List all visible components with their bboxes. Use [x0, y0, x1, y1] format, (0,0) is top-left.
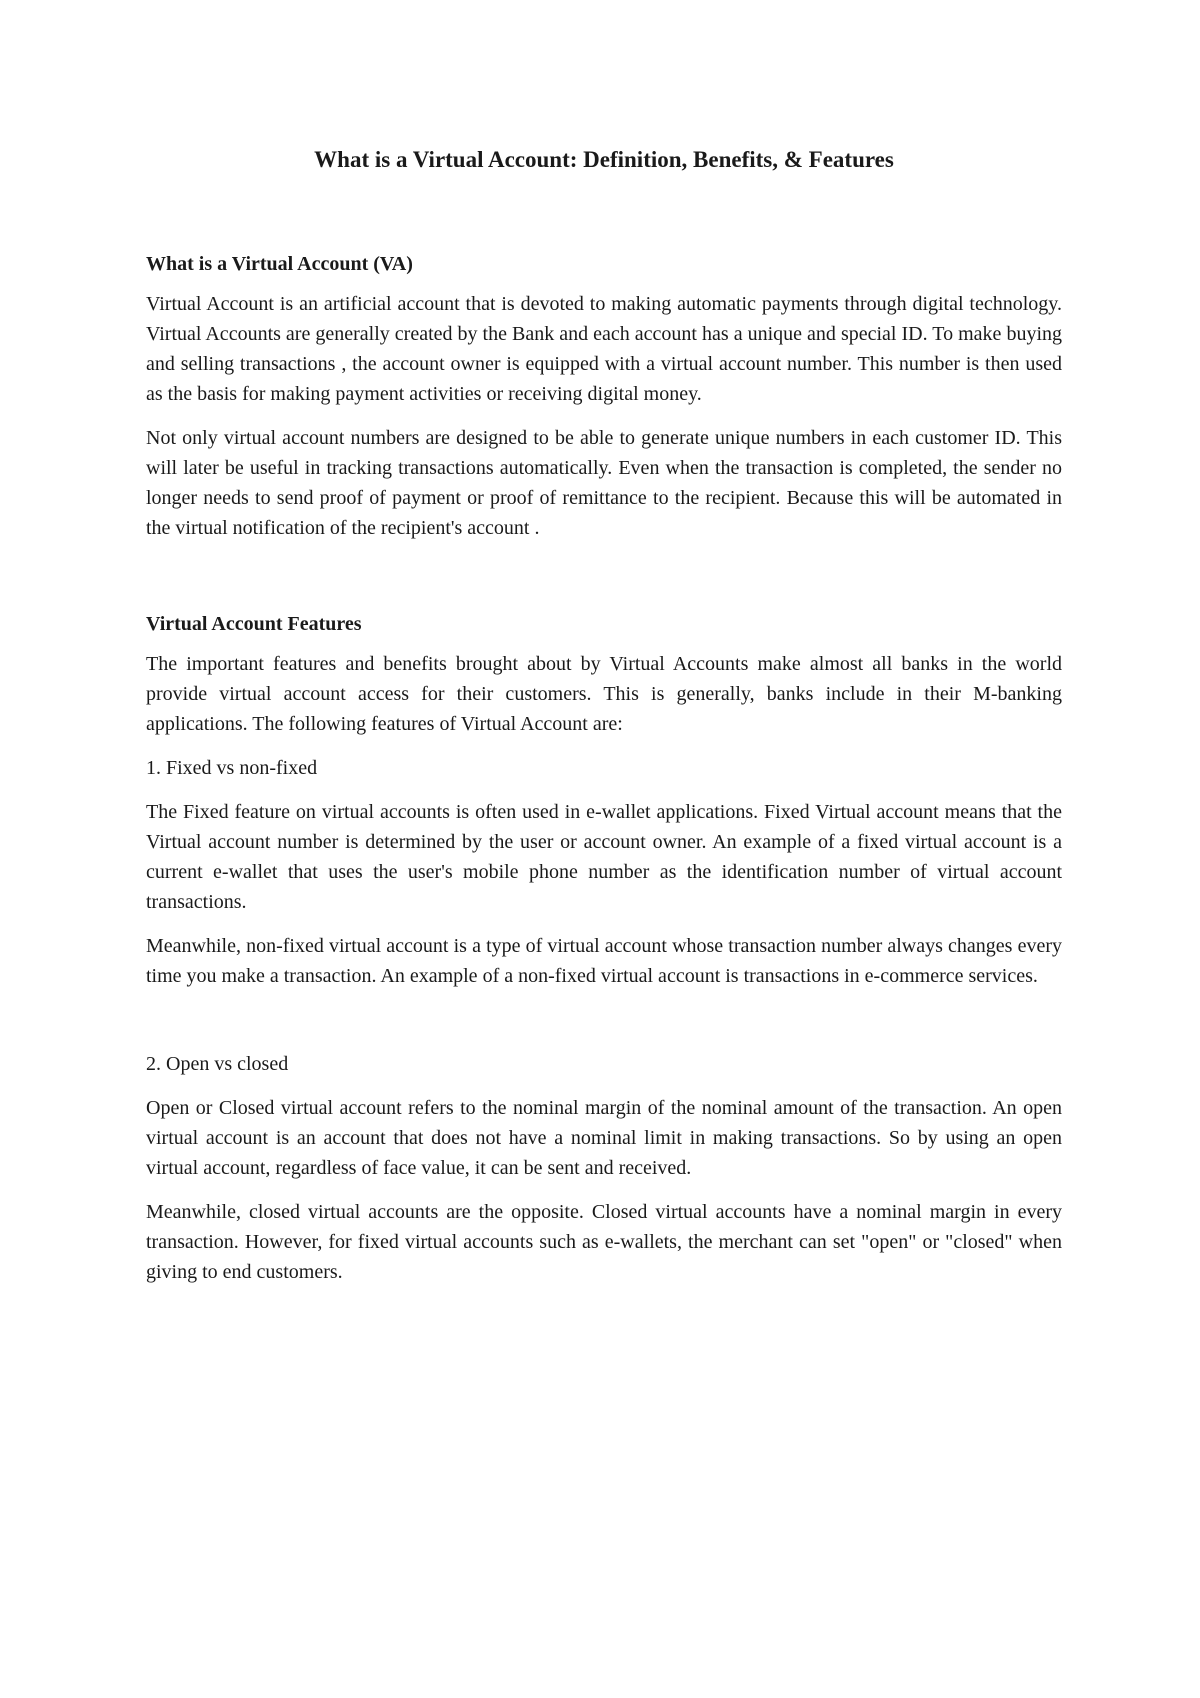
section-heading-features: Virtual Account Features	[146, 612, 362, 635]
paragraph: The important features and benefits brought about by Virtual Accounts make almost all banks in the world provide virtual account access for their customers. This is generally, banks include in their M-banking applications. The following features of Virtual Account are:	[146, 652, 1062, 735]
paragraph: Not only virtual account numbers are designed to be able to generate unique numbers in each customer ID. This will later be useful in tracking transactions automatically. Even when the transaction is completed, the sender no longer needs to send proof of payment or proof of remittance to the recipient. Because this will be automated in the virtual notification of the recipient's account .	[146, 426, 1062, 539]
document-body	[146, 146, 1062, 1301]
paragraph: Virtual Account is an artificial account that is devoted to making automatic payments through digital technology. Virtual Accounts are generally created by the Bank and each account has a unique and special ID. To make buying and selling transactions , the account owner is equipped with a virtual account number. This number is then used as the basis for making payment activities or receiving digital money.	[146, 292, 1062, 405]
feature-heading-open: 2. Open vs closed	[146, 1052, 289, 1075]
paragraph: Meanwhile, closed virtual accounts are the opposite. Closed virtual accounts have a nominal margin in every transaction. However, for fixed virtual accounts such as e-wallets, the merchant can set "open" or "closed" when giving to end customers.	[146, 1200, 1062, 1283]
spacer	[146, 1005, 1062, 1049]
paragraph: Open or Closed virtual account refers to the nominal margin of the nominal amount of the transaction. An open virtual account is an account that does not have a nominal limit in making transactions. So by using an open virtual account, regardless of face value, it can be sent and received.	[146, 1096, 1062, 1179]
document-title: What is a Virtual Account: Definition, Benefits, & Features	[314, 147, 894, 172]
feature-heading-fixed: 1. Fixed vs non-fixed	[146, 756, 318, 779]
spacer	[146, 557, 1062, 609]
paragraph: The Fixed feature on virtual accounts is often used in e-wallet applications. Fixed Virtual account means that the Virtual account number is determined by the user or account owner. An example of a fixed virtual account is a current e-wallet that uses the user's mobile phone number as the identification number of virtual account transactions.	[146, 800, 1062, 913]
section-heading-what-is-va: What is a Virtual Account (VA)	[146, 252, 413, 275]
paragraph: Meanwhile, non-fixed virtual account is a type of virtual account whose transaction number always changes every time you make a transaction. An example of a non-fixed virtual account is transactions in e-commerce services.	[146, 934, 1062, 987]
